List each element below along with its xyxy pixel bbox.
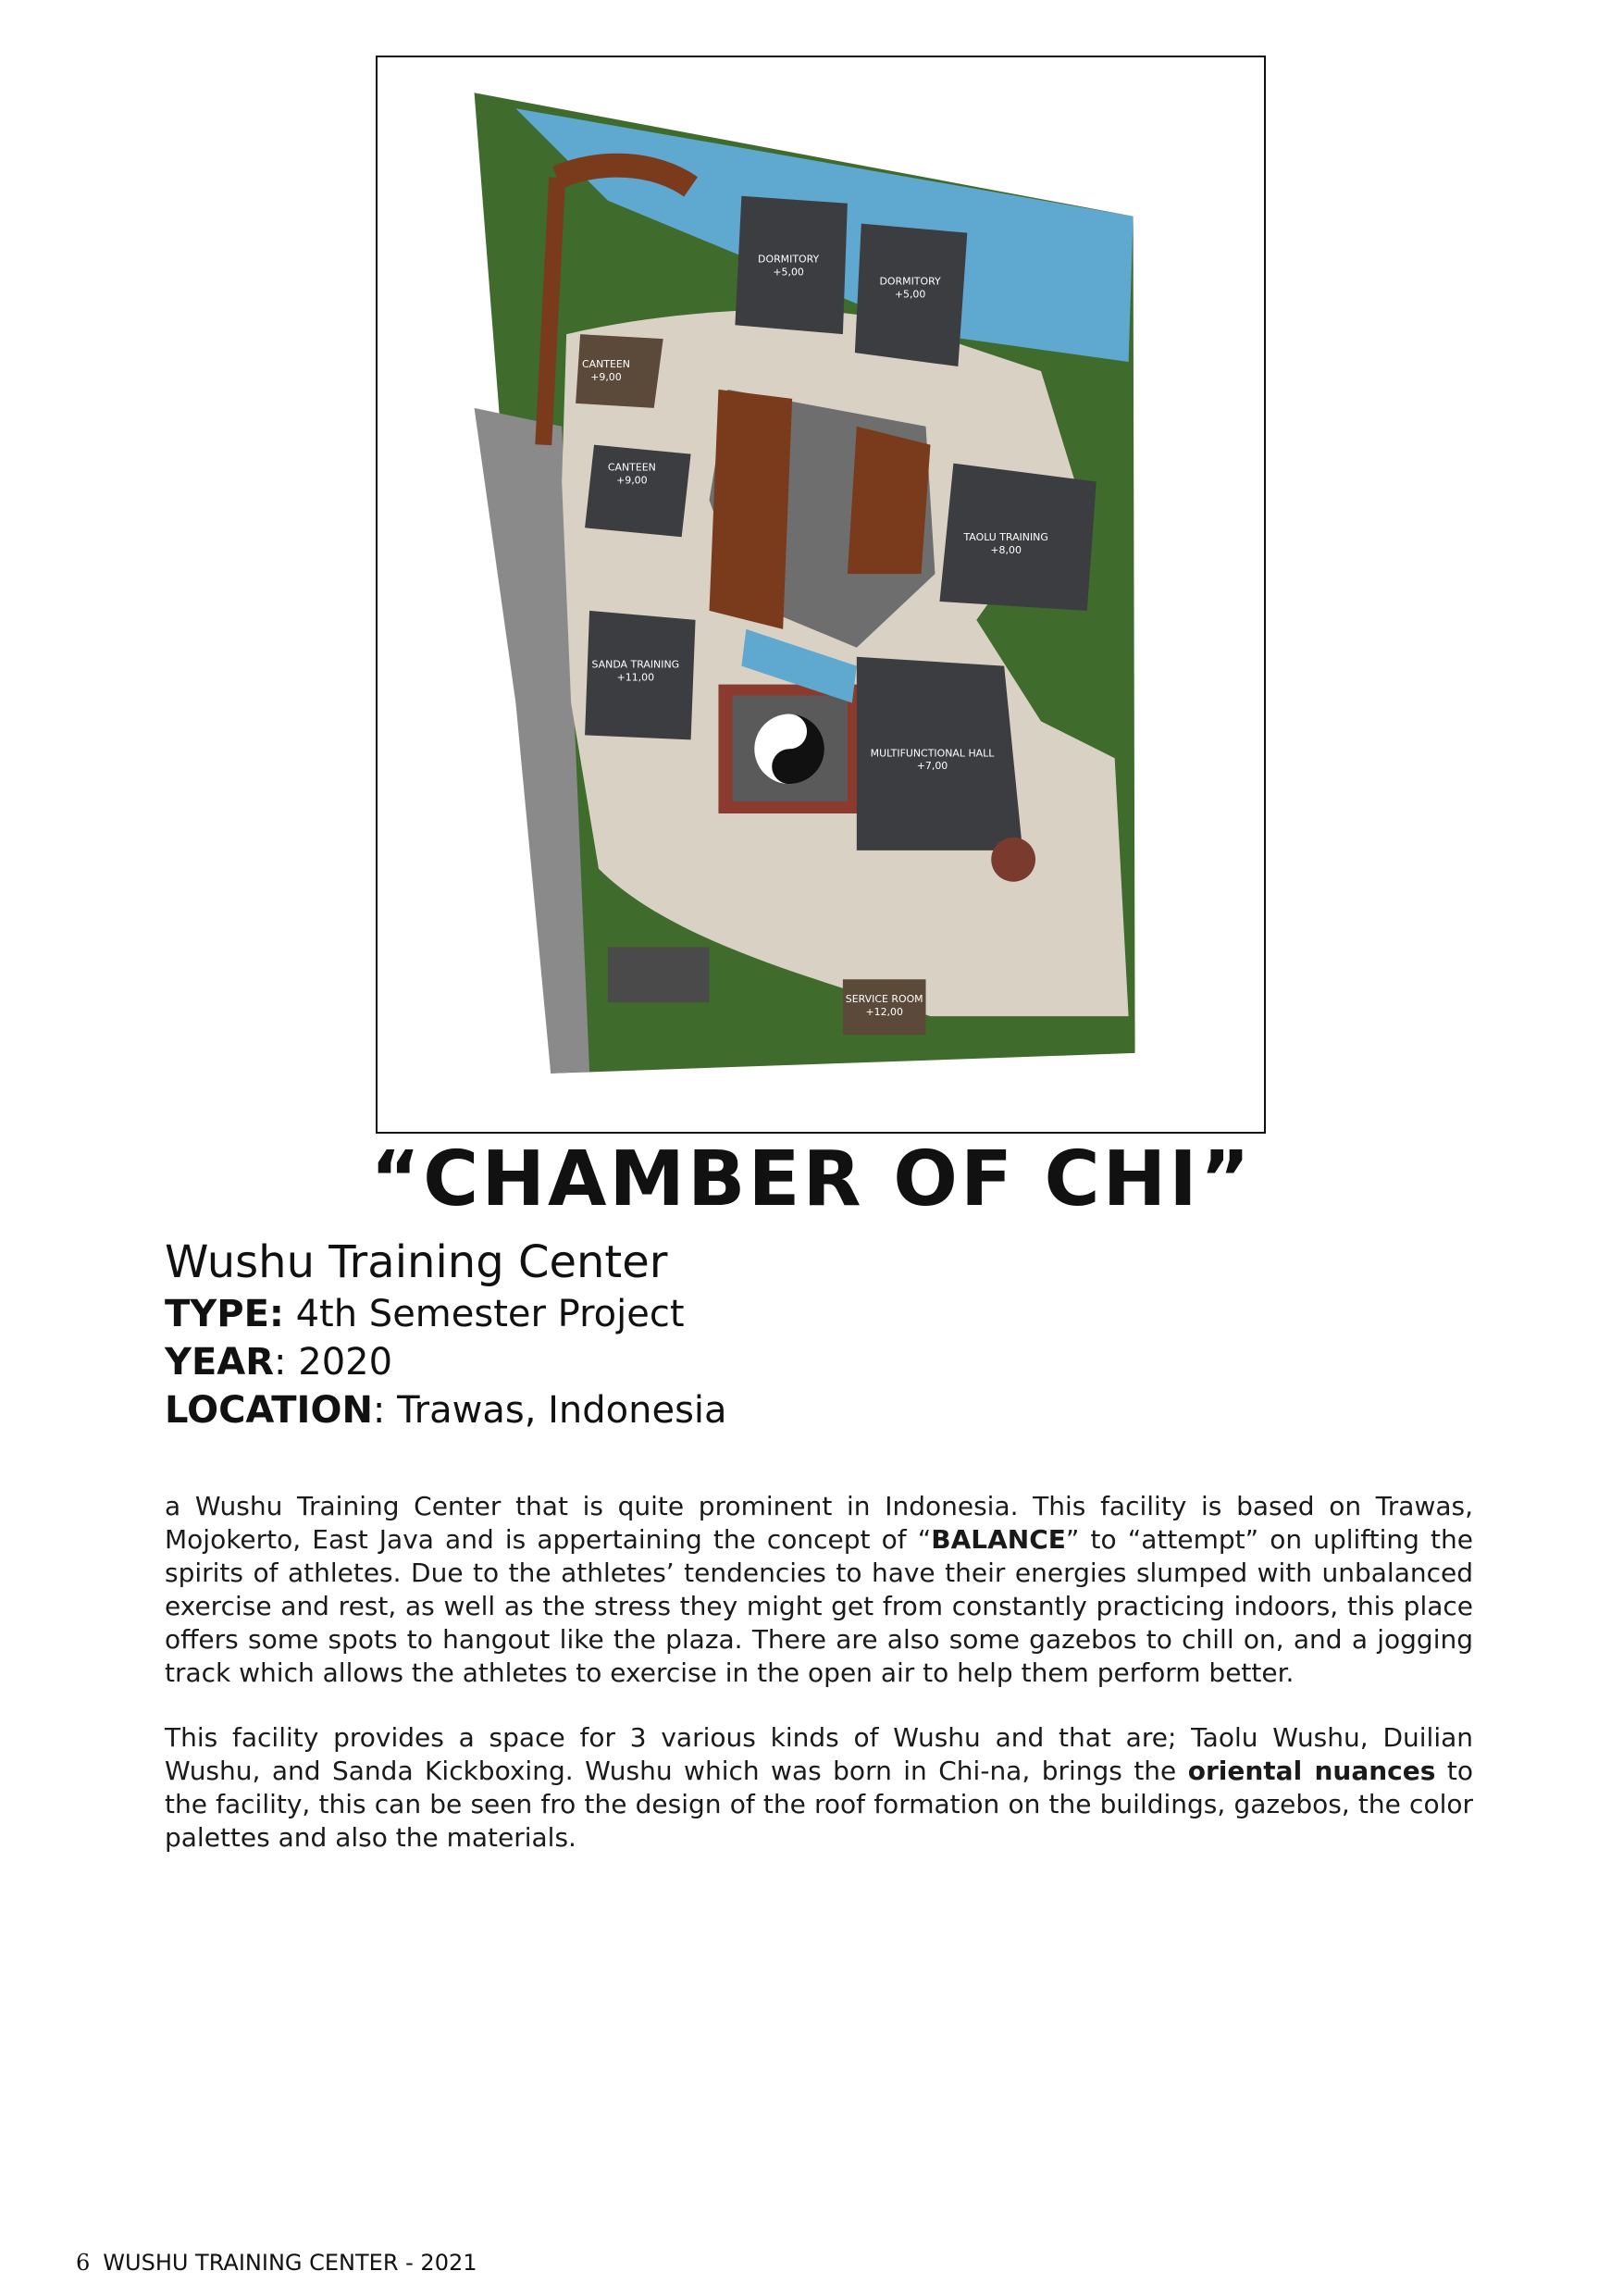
label-taolu-level: +8,00 <box>990 544 1022 557</box>
label-multifunctional: MULTIFUNCTIONAL HALL <box>870 747 995 760</box>
label-multifunctional-level: +7,00 <box>916 760 948 773</box>
paragraph-2-text-a: This facility provides a space for 3 various kinds of Wushu and that are; Taolu Wushu, Duilian Wushu, and Sanda Kickboxing. Wushu which was born in Chi-na, brings the <box>165 1722 1473 1786</box>
label-dormitory-1-level: +5,00 <box>773 266 804 279</box>
deck-right <box>848 427 931 574</box>
label-dormitory-1: DORMITORY <box>758 253 820 266</box>
label-canteen-1-level: +9,00 <box>590 370 622 383</box>
site-plan-drawing <box>378 57 1264 1132</box>
label-service: SERVICE ROOM <box>845 993 923 1006</box>
label-canteen-2-level: +9,00 <box>616 474 648 487</box>
paragraph-1-text-b: ” to “attempt” on uplifting the spirits of athletes. Due to the athletes’ tendencies to have their energies slumped with unbalanced exercise and rest, as well as the stress they might get from constantly practicing indoors, this place offers some spots to hangout like the plaza. There are also some gazebos to chill on, and a jogging track which allows the athletes to exercise in the open air to help them perform better. <box>165 1524 1474 1688</box>
paragraph-2-emphasis: oriental nuances <box>1187 1756 1436 1786</box>
label-dormitory-2-level: +5,00 <box>894 288 926 301</box>
meta-type-key: TYPE: <box>165 1293 284 1335</box>
project-subtitle: Wushu Training Center <box>165 1236 668 1288</box>
meta-year-key: YEAR <box>165 1341 275 1384</box>
footer-text: WUSHU TRAINING CENTER - 2021 <box>103 2250 477 2276</box>
label-taolu: TAOLU TRAINING <box>963 531 1048 544</box>
paragraph-2-text-b: to the facility, this can be seen fro the design of the roof formation on the buildings, gazebos, the color palettes and also the materials. <box>165 1756 1473 1853</box>
meta-location-key: LOCATION <box>165 1389 373 1432</box>
page-title: “CHAMBER OF CHI” <box>370 1136 1253 1223</box>
meta-year-value: : 2020 <box>274 1341 393 1384</box>
canteen-2-building <box>585 445 691 538</box>
label-sanda-level: +11,00 <box>616 671 655 684</box>
meta-year <box>165 1338 392 1386</box>
page-footer <box>76 2249 477 2277</box>
parking-shelter <box>608 947 710 1002</box>
label-canteen-1: CANTEEN <box>581 358 630 371</box>
meta-type <box>165 1290 685 1338</box>
meta-location <box>165 1386 727 1434</box>
site-plan-figure <box>376 56 1266 1134</box>
paragraph-1-emphasis: BALANCE <box>931 1524 1066 1555</box>
paragraph-1-text-a: a Wushu Training Center that is quite prominent in Indonesia. This facility is based on Trawas, Mojokerto, East Java and is appertaining the concept of “ <box>165 1491 1473 1555</box>
label-sanda: SANDA TRAINING <box>591 658 680 671</box>
label-service-level: +12,00 <box>865 1006 903 1019</box>
description-paragraph-2 <box>165 1721 1473 1855</box>
deck-left <box>710 390 793 629</box>
description-paragraph-1 <box>165 1490 1473 1690</box>
meta-type-value: 4th Semester Project <box>283 1293 685 1335</box>
label-dormitory-2: DORMITORY <box>879 275 941 288</box>
meta-location-value: : Trawas, Indonesia <box>372 1389 727 1432</box>
page-number: 6 <box>76 2250 91 2276</box>
gazebo <box>991 838 1035 882</box>
label-canteen-2: CANTEEN <box>607 461 656 474</box>
